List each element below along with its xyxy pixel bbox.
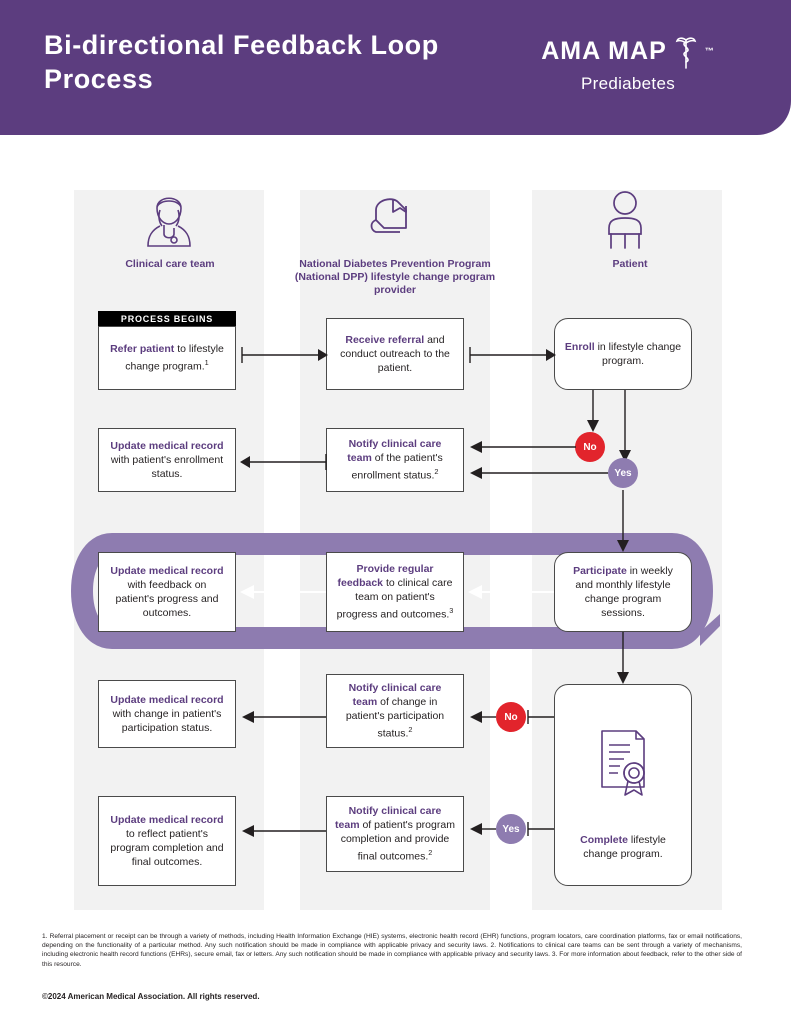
page-header	[0, 0, 791, 135]
box-complete-rest: lifestyle change program.	[583, 834, 666, 860]
page-title: Bi-directional Feedback Loop Process	[44, 30, 439, 94]
arrow-receive-to-enroll	[468, 345, 556, 370]
box-refer-rest: to lifestyle change program.	[125, 343, 224, 373]
box-notify-participation-sup: 2	[408, 725, 413, 735]
arrow-notify-to-update-participation	[240, 710, 328, 729]
box-notify-enroll-rest: of the patient's enrollment status.	[351, 452, 443, 482]
copyright: ©2024 American Medical Association. All rights reserved.	[42, 992, 260, 1001]
box-update-completion-rest: to reflect patient's program completion and final outcomes.	[110, 828, 224, 868]
decision-no-participation: No	[496, 702, 526, 732]
box-notify-enroll-sup: 2	[434, 467, 439, 477]
brand-lockup	[503, 34, 753, 94]
box-participate-rest: in weekly and monthly lifestyle change program sessions.	[575, 565, 673, 619]
arrow-provide-to-update-feedback	[240, 585, 328, 604]
box-update-record-completion	[98, 796, 236, 886]
arrow-enroll-to-yes	[618, 390, 632, 467]
clinician-icon	[140, 186, 198, 253]
box-update-participation-rest: with change in patient's participation status.	[112, 708, 222, 734]
box-complete	[554, 684, 692, 886]
arrow-enroll-to-no	[586, 390, 600, 437]
box-update-enroll-bold: Update medical record	[110, 440, 224, 452]
arrow-yes-completion-left	[468, 822, 498, 841]
arrow-no-to-notify-enrollment	[468, 440, 578, 459]
box-notify-completion-rest: of patient's program completion and provide final outcomes.	[340, 819, 455, 863]
box-update-enroll-rest: with patient's enrollment status.	[110, 454, 224, 480]
trademark-symbol: ™	[704, 46, 715, 56]
box-participate-bold: Participate	[573, 565, 630, 577]
box-provide-feedback-sup: 3	[449, 606, 454, 616]
box-update-completion-bold: Update medical record	[110, 814, 224, 826]
box-enroll	[554, 318, 692, 390]
box-provide-feedback-rest: to clinical care team on patient's progress and outcomes.	[336, 577, 453, 621]
box-notify-completion-bold: Notify clinical care team	[335, 805, 442, 832]
arrow-participate-to-complete	[616, 632, 630, 689]
program-provider-icon	[360, 192, 420, 253]
box-update-record-participation	[98, 680, 236, 748]
box-notify-enrollment	[326, 428, 464, 492]
brand-subtitle: Prediabetes	[580, 74, 676, 93]
box-update-feedback-rest: with feedback on patient's progress and outcomes.	[115, 579, 219, 619]
column-label-patient: Patient	[612, 258, 648, 270]
decision-yes-completion: Yes	[496, 814, 526, 844]
process-begins-banner: PROCESS BEGINS	[98, 311, 236, 328]
box-update-feedback-bold: Update medical record	[110, 565, 224, 577]
box-complete-bold: Complete	[580, 834, 631, 846]
decision-yes-enrollment: Yes	[608, 458, 638, 488]
column-label-dpp: National Diabetes Prevention Program (National DPP) lifestyle change program provider	[294, 258, 496, 296]
patient-icon	[600, 190, 650, 259]
arrow-yes-to-participate	[616, 490, 630, 557]
brand-name: AMA MAP	[541, 36, 667, 65]
arrow-no-participation-left	[468, 710, 498, 729]
connector-complete-to-yes	[526, 822, 556, 841]
box-receive-rest: and conduct outreach to the patient.	[340, 334, 450, 374]
box-receive-bold: Receive referral	[345, 334, 428, 346]
box-enroll-bold: Enroll	[564, 341, 598, 353]
box-provide-feedback-bold: Provide regular feedback	[337, 563, 434, 590]
box-refer-sup: 1	[204, 358, 209, 368]
box-update-record-enrollment	[98, 428, 236, 492]
box-participate	[554, 552, 692, 632]
box-update-record-feedback	[98, 552, 236, 632]
box-provide-feedback	[326, 552, 464, 632]
arrow-participate-to-provide	[468, 585, 556, 604]
box-update-participation-bold: Update medical record	[110, 694, 224, 706]
box-notify-participation-rest: of change in patient's participation status.	[345, 696, 445, 740]
box-notify-participation-bold: Notify clinical care team	[348, 682, 442, 709]
box-notify-completion-sup: 2	[428, 848, 433, 858]
box-notify-participation	[326, 674, 464, 748]
arrow-notify-to-update-enrollment	[240, 452, 328, 477]
caduceus-icon	[673, 36, 699, 70]
arrow-notify-to-update-completion	[240, 824, 328, 843]
footnotes: 1. Referral placement or receipt can be through a variety of methods, including Health Information Exchange (HIE) systems, electronic health record (EHR) functions, program locators, care coordination platforms, fax or email notifications, depending on the functionality of a particular method. Any such notification should be made in compliance with applicable privacy and security laws. 2. Notifications to clinical care teams can be sent through a variety of mechanisms, including electronic health record functions (EHRs), secure email, fax or letters. Any such notification should be made in compliance with applicable privacy and security laws. 3. For more information about feedback, refer to the other side of this resource.	[42, 933, 742, 968]
box-receive-referral	[326, 318, 464, 390]
decision-no-enrollment: No	[575, 432, 605, 462]
arrow-refer-to-receive	[240, 345, 328, 370]
connector-complete-to-no	[526, 710, 556, 729]
box-refer-bold: Refer patient	[110, 343, 178, 356]
certificate-icon	[555, 725, 691, 799]
box-notify-completion	[326, 796, 464, 872]
arrow-yes-to-notify-enrollment	[468, 466, 610, 485]
box-refer-patient	[98, 326, 236, 390]
box-notify-enroll-bold: Notify clinical care team	[347, 438, 442, 465]
column-label-clinical: Clinical care team	[125, 258, 215, 270]
box-enroll-rest: in lifestyle change program.	[597, 341, 682, 367]
